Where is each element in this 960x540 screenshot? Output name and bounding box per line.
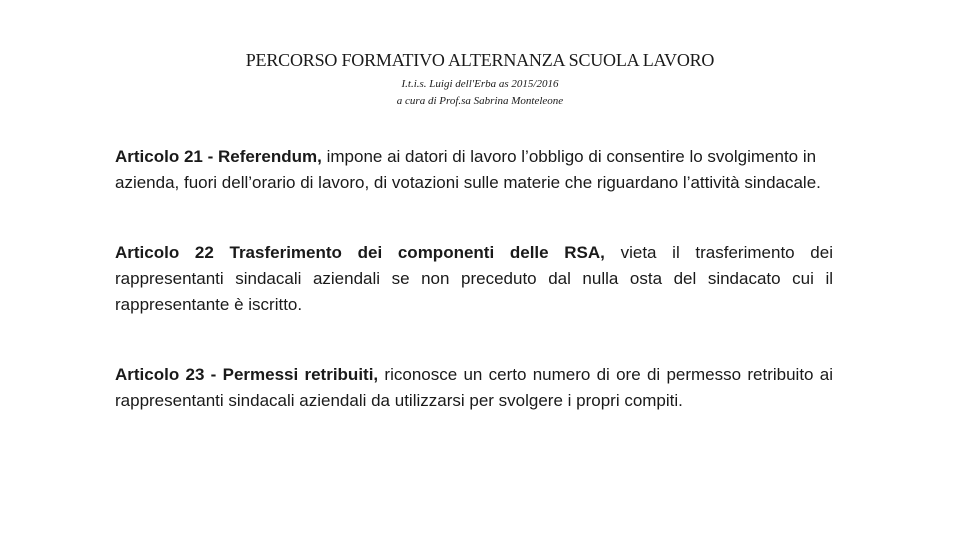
author-line: a cura di Prof.sa Sabrina Monteleone [396, 95, 564, 107]
page-title: PERCORSO FORMATIVO ALTERNANZA SCUOLA LAVORO [245, 50, 715, 70]
article-heading: Articolo 22 Trasferimento dei componenti delle RSA, [115, 243, 605, 262]
article-text: riconosce un certo numero di ore di permesso retribuito ai rappresentanti sindacali aziendali da utilizzarsi per svolgere i propri compiti. [115, 365, 833, 410]
article-23 [115, 362, 833, 414]
article-heading: Articolo 23 - Permessi retribuiti, [115, 365, 379, 384]
slide-header [0, 48, 960, 110]
school-line: I.t.i.s. Luigi dell'Erba as 2015/2016 [401, 78, 559, 90]
slide-body [115, 144, 833, 414]
article-text: vieta il trasferimento dei rappresentanti sindacali aziendali se non preceduto dal nulla osta del sindacato cui il rappresentante è iscritto. [115, 243, 833, 314]
article-21 [115, 144, 833, 196]
article-22 [115, 240, 833, 318]
article-text: impone ai datori di lavoro l’obbligo di consentire lo svolgimento in azienda, fuori dell’orario di lavoro, di votazioni sulle materie che riguardano l’attività sindacale. [115, 147, 821, 192]
article-heading: Articolo 21 - Referendum, [115, 147, 322, 166]
